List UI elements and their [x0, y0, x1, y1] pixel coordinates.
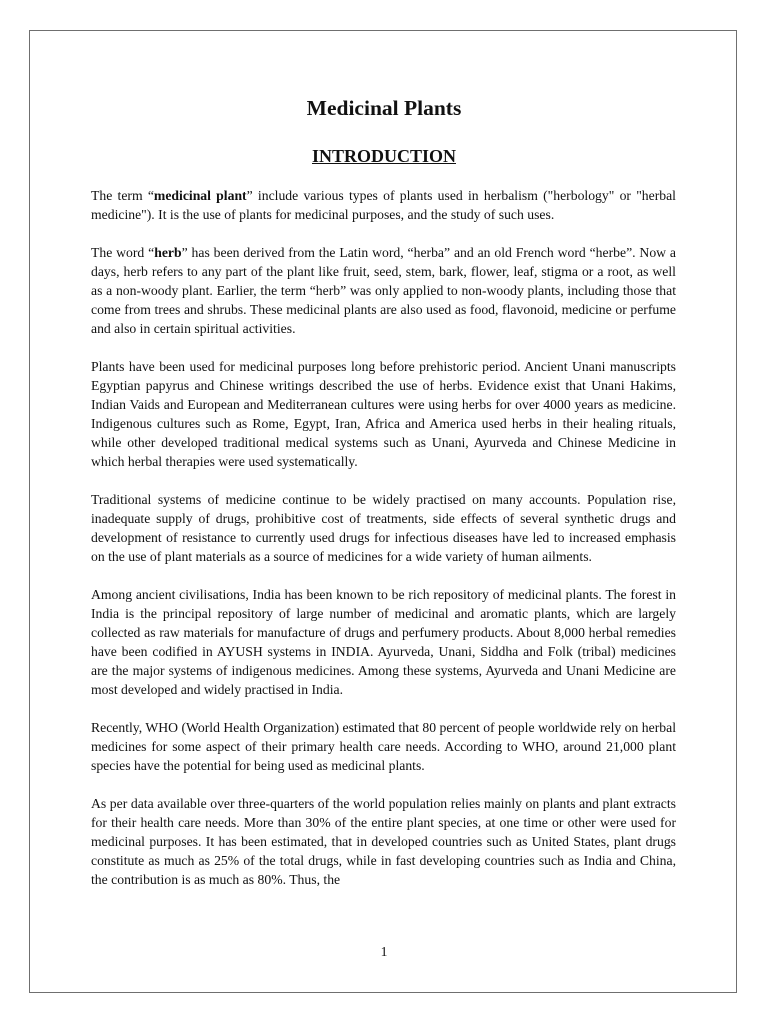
- document-title: Medicinal Plants: [306, 96, 462, 120]
- text-run: Plants have been used for medicinal purposes long before prehistoric period. Ancient Unani manuscripts Egyptian papyrus and Chinese writings described the use of herbs. Evidence exist that Unani Hakims, Indian Vaids and European and Mediterranean cultures were using herbs for over 4000 years as medicine. Indigenous cultures such as Rome, Egypt, Iran, Africa and America used herbs in their healing rituals, while other developed traditional medical systems such as Unani, Ayurveda and Chinese Medicine in which herbal therapies were used systematically.: [91, 359, 676, 469]
- text-run: Among ancient civilisations, India has been known to be rich repository of medicinal plants. The forest in India is the principal repository of large number of medicinal and aromatic plants, which are largely collected as raw materials for manufacture of drugs and perfumery products. About 8,000 herbal remedies have been codified in AYUSH systems in INDIA. Ayurveda, Unani, Siddha and Folk (tribal) medicines are the major systems of indigenous medicines. Among these systems, Ayurveda and Unani Medicine are most developed and widely practised in India.: [91, 587, 676, 697]
- text-run: The word “: [91, 245, 155, 260]
- paragraph-india-repository: [91, 585, 676, 699]
- section-heading: INTRODUCTION: [311, 146, 457, 166]
- text-run: ” has been derived from the Latin word, “herba” and an old French word “herbe”. Now a days, herb refers to any part of the plant like fruit, seed, stem, bark, flower, leaf, stigma or a root, as well as a non-woody plant. Earlier, the term “herb” was only applied to non-woody plants, including those that come from trees and shrubs. These medicinal plants are also used as food, flavonoid, medicine or perfume and also in certain spiritual activities.: [91, 245, 676, 336]
- paragraph-herb-etymology: [91, 243, 676, 338]
- text-run: As per data available over three-quarters of the world population relies mainly on plants and plant extracts for their health care needs. More than 30% of the entire plant species, at one time or other were used for medicinal purposes. It has been estimated, that in developed countries such as United States, plant drugs constitute as much as 25% of the total drugs, while in fast developing countries such as India and China, the contribution is as much as 80%. Thus, the: [91, 796, 676, 887]
- text-run: Traditional systems of medicine continue to be widely practised on many accounts. Population rise, inadequate supply of drugs, prohibitive cost of treatments, side effects of several synthetic drugs and development of resistance to currently used drugs for infectious diseases have led to increased emphasis on the use of plant materials as a source of medicines for a wide variety of human ailments.: [91, 492, 676, 564]
- document-body: [91, 186, 676, 889]
- text-run: ” include various types of plants used in herbalism ("herbology" or "herbal medicine"). It is the use of plants for medicinal purposes, and the study of such uses.: [91, 188, 676, 222]
- paragraph-who-estimate: [91, 718, 676, 775]
- text-run: Recently, WHO (World Health Organization) estimated that 80 percent of people worldwide rely on herbal medicines for some aspect of their primary health care needs. According to WHO, around 21,000 plant species have the potential for being used as medicinal plants.: [91, 720, 676, 773]
- page-number: 1: [380, 944, 388, 959]
- paragraph-medicinal-plant-definition: [91, 186, 676, 224]
- text-run: The term “: [91, 188, 154, 203]
- paragraph-world-population: [91, 794, 676, 889]
- bold-term: medicinal plant: [153, 188, 247, 203]
- paragraph-traditional-systems: [91, 490, 676, 566]
- paragraph-history: [91, 357, 676, 471]
- bold-term: herb: [154, 245, 182, 260]
